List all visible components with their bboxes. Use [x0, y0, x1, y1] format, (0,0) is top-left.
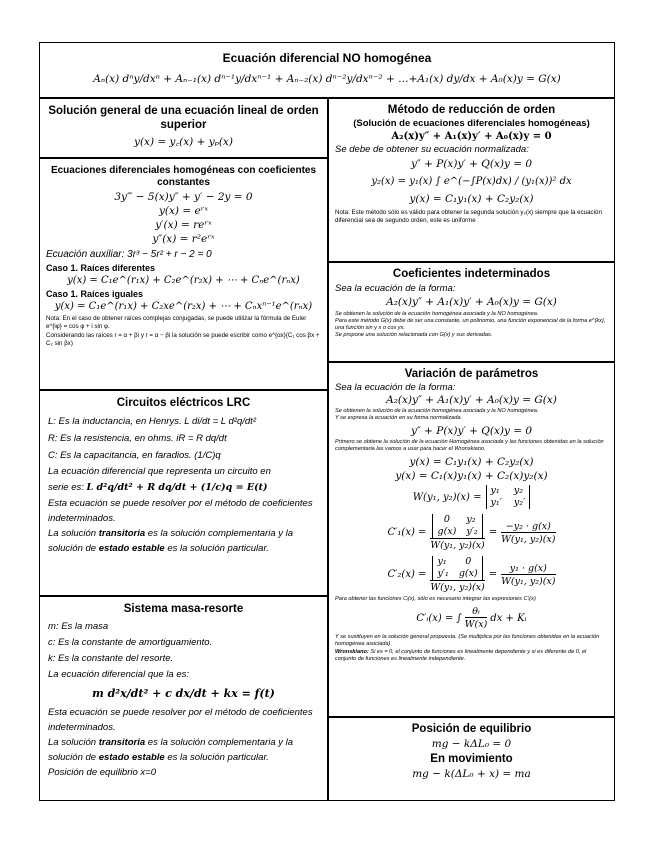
undetermined-box — [328, 262, 615, 362]
reduction-subtitle: (Solución de ecuaciones diferenciales homogéneas) — [353, 118, 590, 129]
variation-text2: Y se expresa la ecuación en su forma normalizada. — [335, 415, 463, 421]
variation-text5: Y se sustituyen en la solución general propuesta. (Se multiplica por las funciones obtenidas en la ecuación homogénea asociada) — [335, 634, 600, 647]
mass-spring-damping: c: Es la constante de amortiguamiento. — [48, 637, 213, 648]
reduction-note: Nota: Este método sólo es válido para obtener la segunda solución y₂(x) siempre que la ecuación diferencial sea de segundo orden, este es uniforme — [335, 209, 602, 224]
lrc-solution-text: La solución transitoria es la solución complementaria y la solución de estado estable es la solución particular. — [48, 528, 294, 554]
c1-row: C′₁(x) = 0 y₂ g(x) y′₂ W(y₁, y₂)(x) = $\frac{\text{−y₂ · g(x)}}{\text{W(y₁, y₂)(x)}}$ — [387, 514, 556, 551]
variation-intro: Sea la ecuación de la forma: — [335, 382, 456, 393]
lrc-resistance: R: Es la resistencia, en ohms. iR = R dq/dt — [48, 433, 227, 444]
variation-text4: Para obtener las funciones Cᵢ(x), sólo es necesario integrar las expresiones C′ᵢ(x) — [335, 596, 536, 602]
mass-spring-method-text: Esta ecuación se puede resolver por el método de coeficientes indeterminados. — [48, 707, 313, 733]
homogeneous-eq4: y″(x) = r²eʳˣ — [152, 233, 215, 245]
c2-result: $\frac{\text{y₁ · g(x)}}{\text{W(y₁, y₂)(x)}}$ — [501, 562, 556, 587]
wronskian-row — [335, 485, 608, 509]
header-title: Ecuación diferencial NO homogénea — [222, 51, 432, 65]
variation-eq4: y(x) = C₁(x)y₁(x) + C₂(x)y₂(x) — [395, 470, 548, 482]
undetermined-text2: Para este método G(x) debe de ser una constante, un polinomio, una función exponencial de la forma e^{kx}, una función sin y x o cos yx. — [335, 318, 606, 331]
general-solution-title: Solución general de una ecuación lineal de orden superior — [48, 105, 319, 131]
undetermined-equation: A₂(x)y″ + A₁(x)y′ + A₀(x)y = G(x) — [386, 296, 557, 308]
c2-fraction: y₁ 0 y′₁ g(x) W(y₁, y₂)(x) — [430, 556, 485, 593]
homogeneous-eq2: y(x) = eʳˣ — [158, 205, 209, 217]
movement-equation: mg − k(ΔL₀ + x) = ma — [412, 768, 531, 780]
mass-spring-equilibrium: Posición de equilibrio x=0 — [48, 767, 156, 778]
case2-label: Caso 1. Raíces iguales — [46, 289, 144, 299]
lrc-title: Circuitos eléctricos LRC — [116, 397, 251, 409]
reduction-eq2: y″ + P(x)y′ + Q(x)y = 0 — [410, 158, 533, 170]
lrc-method-text: Esta ecuación se puede resolver por el método de coeficientes indeterminados. — [48, 498, 313, 524]
lrc-equation-line — [48, 480, 319, 496]
reduction-title: Método de reducción de orden — [387, 104, 556, 116]
homogeneous-title: Ecuaciones diferenciales homogéneas con coeficientes constantes — [50, 165, 317, 188]
variation-eq1: A₂(x)y″ + A₁(x)y′ + A₀(x)y = G(x) — [386, 394, 557, 406]
case1-label: Caso 1. Raíces diferentes — [46, 263, 156, 273]
mass-spring-title: Sistema masa-resorte — [123, 603, 244, 615]
header-equation: Aₙ(x) dⁿy/dxⁿ + Aₙ₋₁(x) dⁿ⁻¹y/dxⁿ⁻¹ + Aₙ₋₂(x) dⁿ⁻²y/dxⁿ⁻² + …+A₁(x) dy/dx + A₀(x)y = G(x) — [93, 73, 561, 85]
lrc-inductance: L: Es la inductancia, en Henrys. L di/dt = L d²q/dt² — [48, 416, 256, 427]
undetermined-intro: Sea la ecuación de la forma: — [335, 283, 456, 294]
reduction-eq3: y₂(x) = y₁(x) ∫ e^(−∫P(x)dx) / (y₁(x))² dx — [371, 176, 572, 187]
wronskian-matrix: y₁ y₂ y₁′ y₂′ — [486, 485, 531, 509]
c2-row: C′₂(x) = y₁ 0 y′₁ g(x) W(y₁, y₂)(x) = $\frac{\text{y₁ · g(x)}}{\text{W(y₁, y₂)(x)}}$ — [387, 556, 556, 593]
lrc-capacitance: C: Es la capacitancia, en faradios. (1/C)q — [48, 450, 221, 461]
equilibrium-title: Posición de equilibrio — [411, 723, 532, 735]
mass-spring-box — [39, 596, 328, 801]
variation-text1: Se obtienen la solución de la ecuación homogénea asociada y la NO homogénea. — [335, 408, 539, 414]
equilibrium-equation: mg − kΔL₀ = 0 — [431, 738, 512, 750]
mass-spring-solution-text: La solución transitoria es la solución complementaria y la solución de estado estable es la solución particular. — [48, 737, 294, 763]
reduction-eq1: A₂(x)y″ + A₁(x)y′ + A₀(x)y = 0 — [391, 131, 552, 142]
general-solution-box — [39, 98, 328, 158]
variation-text3: Primero se obtiene la solución de la ecuación Homogénea asociada y las funciones obtenidas en la solución complementaria las vamos a usar para hacer el Wronskiano. — [335, 439, 604, 452]
c1-fraction: 0 y₂ g(x) y′₂ W(y₁, y₂)(x) — [430, 514, 485, 551]
lrc-equation: L d²q/dt² + R dq/dt + (1/c)q = E(t) — [86, 482, 268, 493]
c1-result: $\frac{\text{−y₂ · g(x)}}{\text{W(y₁, y₂)(x)}}$ — [501, 520, 556, 545]
mass-spring-mass: m: Es la masa — [48, 621, 109, 632]
variation-box — [328, 362, 615, 717]
undetermined-title: Coeficientes indeterminados — [392, 268, 551, 280]
complex-roots-solution-note: Considerando las raíces r = α + βi y r = α − βi la solución se puede escribir como e^{αx}(C₁ cos βx + C₂ sin βx) — [46, 332, 320, 347]
undetermined-text1: Se obtienen la solución de la ecuación homogénea asociada y la NO homogénea. — [335, 311, 539, 317]
reduction-eq4: y(x) = C₁y₁(x) + C₂y₂(x) — [409, 193, 534, 205]
general-solution-equation: y(x) = y꜀(x) + yₚ(x) — [134, 136, 233, 148]
c2-lhs: C′₂(x) = — [387, 569, 427, 580]
equilibrium-box — [328, 717, 615, 801]
lrc-equation-prefix: serie es: — [48, 482, 87, 493]
variation-eq3: y(x) = C₁y₁(x) + C₂y₂(x) — [409, 456, 534, 468]
lrc-equation-intro: La ecuación diferencial que representa un circuito en — [48, 466, 271, 477]
movement-title: En movimiento — [430, 753, 513, 765]
homogeneous-eq3: y′(x) = reʳˣ — [155, 219, 212, 231]
lrc-box — [39, 390, 328, 596]
homogeneous-eq1: 3y‴ − 5(x)y″ + y′ − 2y = 0 — [114, 191, 253, 203]
reduction-box — [328, 98, 615, 262]
wronskian-lhs: W(y₁, y₂)(x) = — [412, 491, 482, 503]
ci-integral-row: C′ᵢ(x) = ∫ θᵢ W(x) dx + Kᵢ — [416, 606, 527, 630]
homogeneous-box — [39, 158, 328, 390]
c1-lhs: C′₁(x) = — [387, 527, 427, 538]
variation-eq2: y″ + P(x)y′ + Q(x)y = 0 — [410, 425, 533, 437]
reduction-text: Se debe de obtener su ecuación normalizada: — [335, 144, 529, 155]
undetermined-text3: Se propone una solución relacionada con G(x) y sus derivadas. — [335, 332, 493, 338]
mass-spring-equation-intro: La ecuación diferencial que la es: — [48, 669, 190, 680]
wronskian-note: Wronskiano: Si es = 0, el conjunto de funciones es linealmente dependiente y si es diferente de 0, el conjunto de funciones es linealmente independiente. — [335, 649, 587, 662]
mass-spring-constant: k: Es la constante del resorte. — [48, 653, 174, 664]
header-box — [39, 42, 615, 98]
mass-spring-equation: m d²x/dt² + c dx/dt + kx = f(t) — [92, 687, 275, 700]
case2-equation: y(x) = C₁e^(r₁x) + C₂xe^(r₂x) + ⋯ + Cₙxⁿ⁻¹e^(rₙx) — [54, 301, 313, 312]
complex-roots-note: Nota: En el caso de obtener raíces complejas conjugadas, se puede utilizar la fórmula de Euler e^{iφ} = cos φ + i sin φ. — [46, 315, 307, 330]
auxiliary-equation: Ecuación auxiliar: 3r³ − 5r² + r − 2 = 0 — [46, 249, 212, 260]
variation-title: Variación de parámetros — [404, 368, 539, 380]
case1-equation: y(x) = C₁e^(r₁x) + C₂e^(r₂x) + ⋯ + Cₙe^(rₙx) — [67, 275, 300, 286]
